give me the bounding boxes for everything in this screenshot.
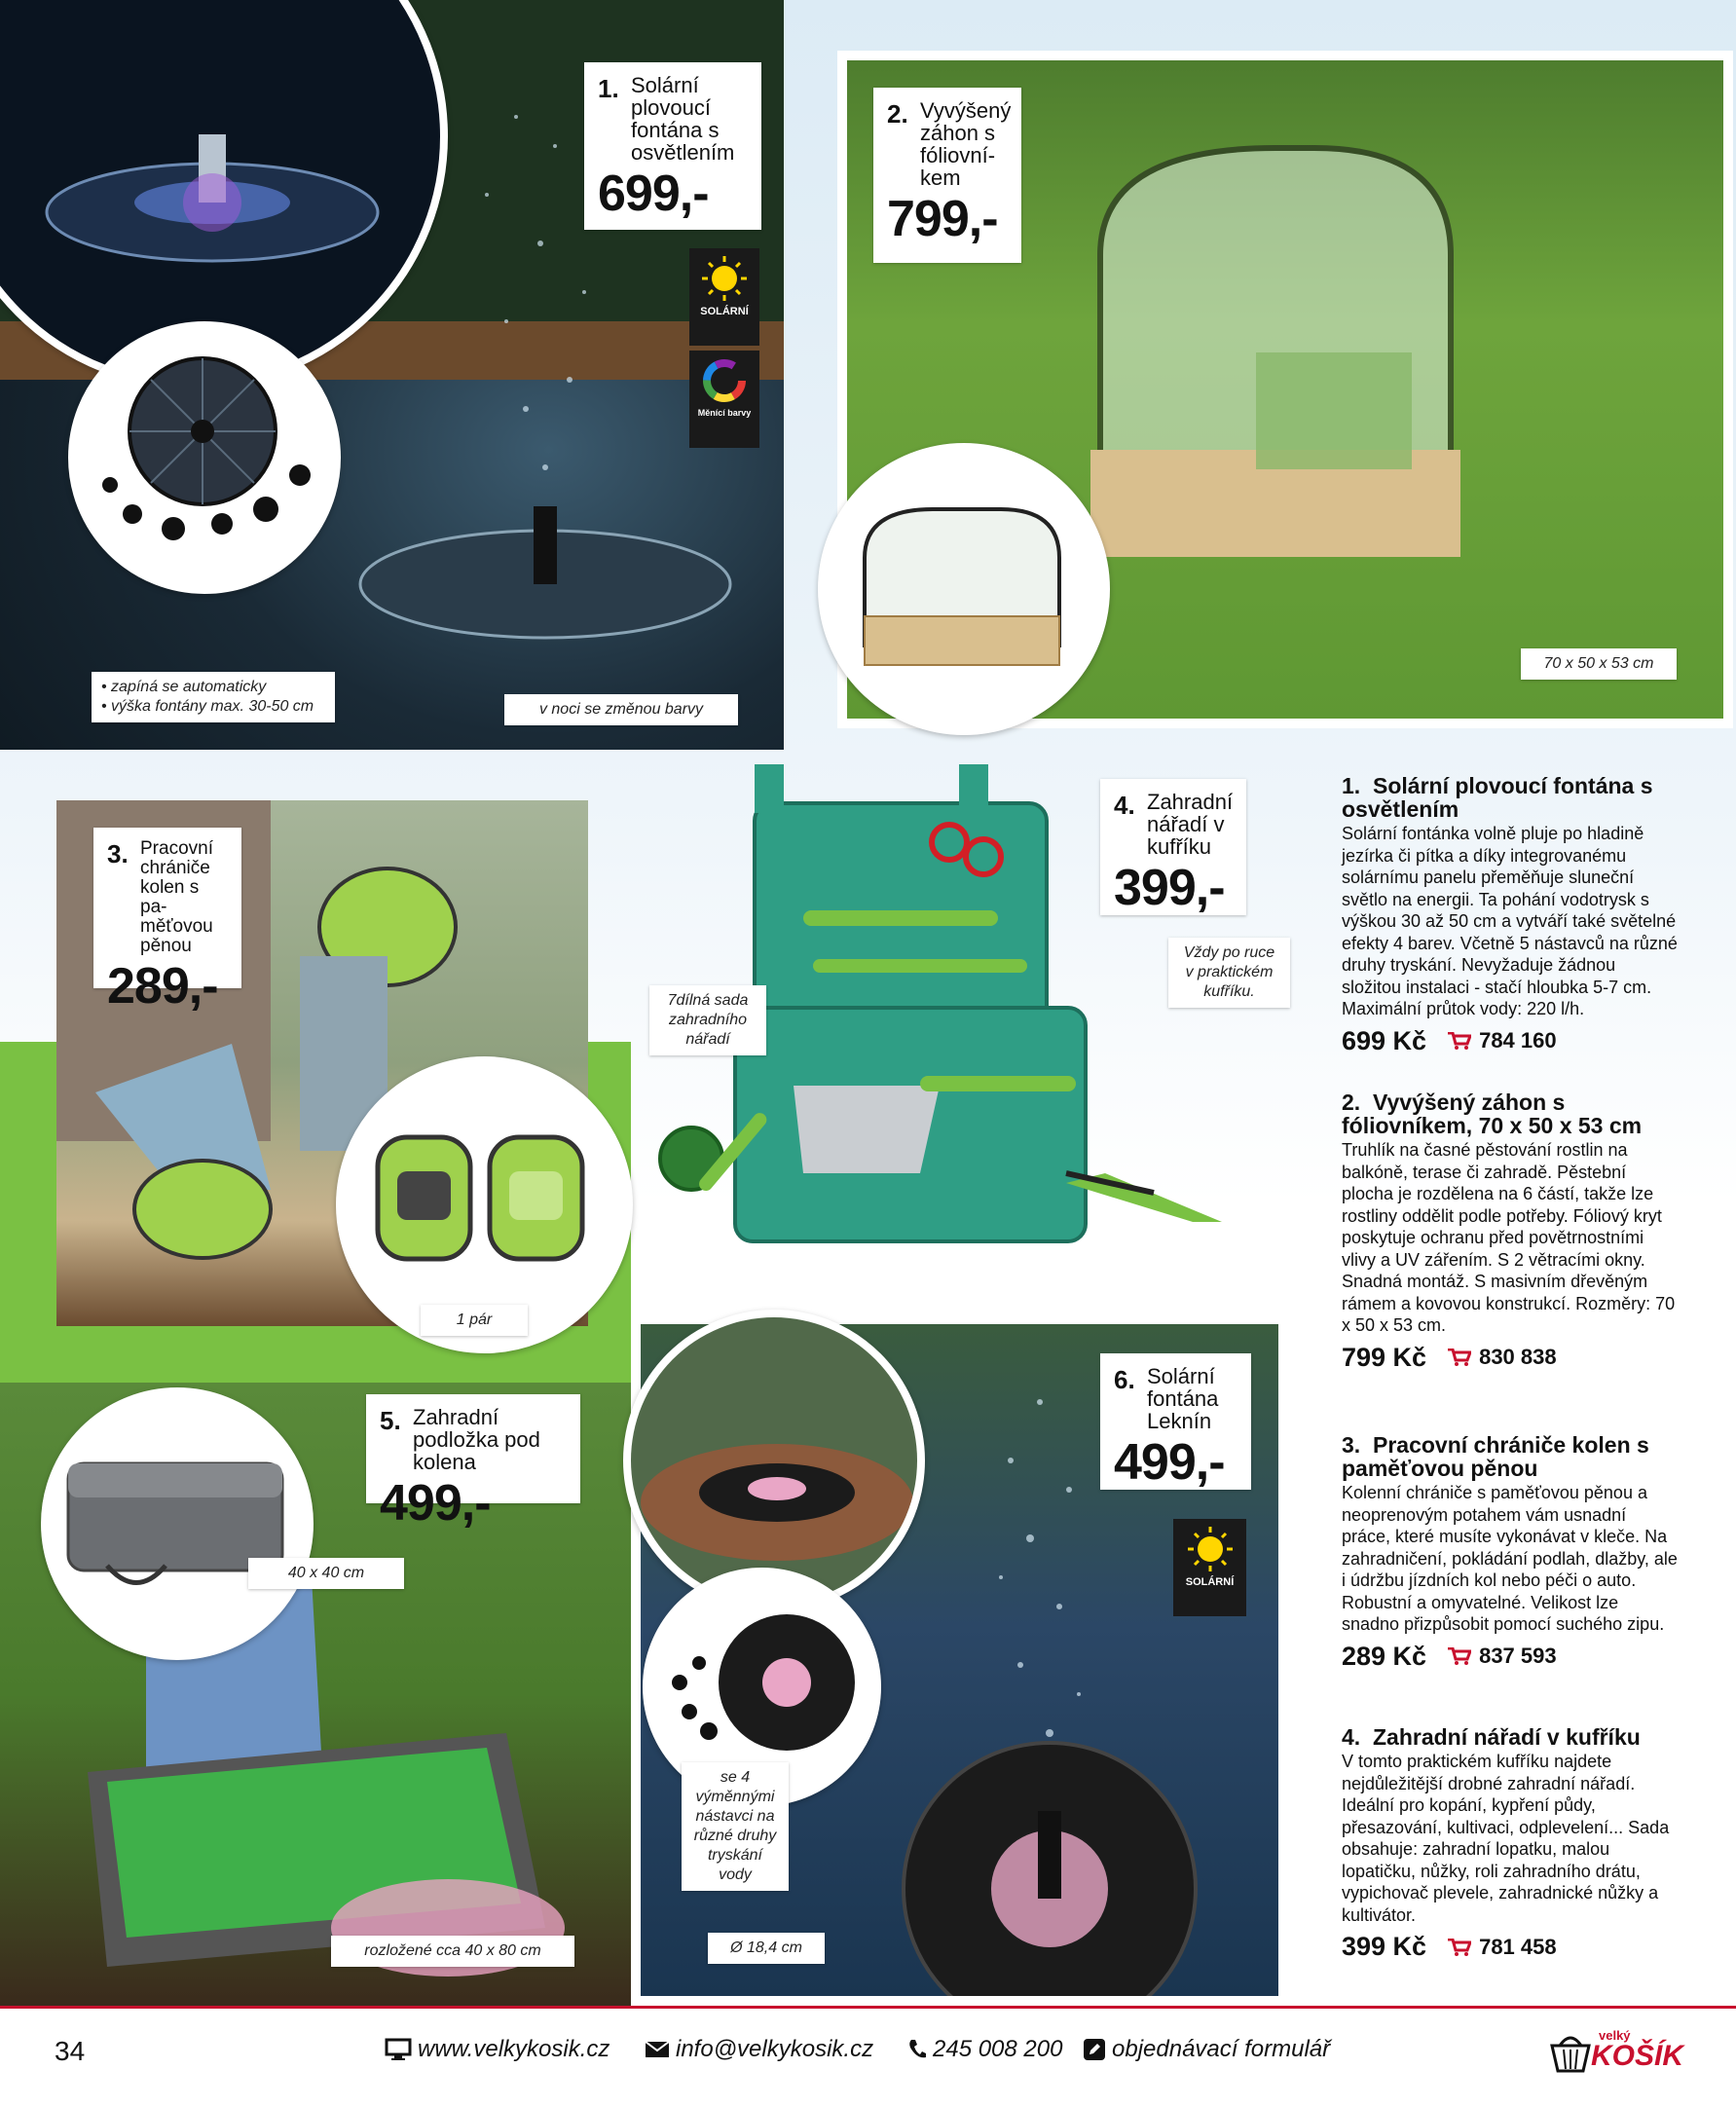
description-1-title: Solární plovoucí fontána s osvětlením xyxy=(1342,773,1653,822)
product-1-tag-price: 699,- xyxy=(598,166,709,222)
phone-link[interactable] xyxy=(907,2036,1062,2063)
pad-unfolded-note: rozložené cca 40 x 80 cm xyxy=(331,1936,574,1967)
sun-icon xyxy=(700,254,749,303)
product-6-tag xyxy=(1100,1353,1251,1490)
knee-pad-pair-illustration xyxy=(344,1064,625,1346)
product-3-tag-price: 289,- xyxy=(107,958,218,1015)
raised-bed-illustration xyxy=(826,451,1102,727)
product-4-tag xyxy=(1100,779,1246,915)
monitor-icon xyxy=(385,2038,412,2061)
raised-bed-size-note: 70 x 50 x 53 cm xyxy=(1521,648,1677,680)
description-4 xyxy=(1342,1725,1678,1962)
pad-size-note: 40 x 40 cm xyxy=(248,1558,404,1589)
color-change-badge xyxy=(689,351,759,448)
product-3-tag xyxy=(93,828,241,1015)
lily-nozzles-note: se 4 výměnnými nástavci na různé druhy tryskání vody xyxy=(682,1762,789,1891)
cart-icon xyxy=(1448,1939,1471,1956)
kneeling-pad-circle xyxy=(41,1387,314,1660)
description-1-price: 699 Kč xyxy=(1342,1025,1427,1055)
page-number: 34 xyxy=(55,2036,86,2066)
email-text: info@velkykosik.cz xyxy=(676,2036,874,2062)
product-2-tag-name: Vyvýšený záhon s fóliovní-kem xyxy=(920,98,1012,190)
description-3-code: 837 593 xyxy=(1479,1644,1557,1668)
product-1-number: 1. xyxy=(598,74,619,103)
fountain-auto-note: • zapíná se automaticky • výška fontány max. 30-50 cm xyxy=(92,672,335,722)
fountain-night-note: v noci se změnou barvy xyxy=(504,694,738,725)
product-4-number: 4. xyxy=(1114,791,1135,820)
website-link[interactable] xyxy=(385,2036,609,2063)
product-4-tag-name: Zahradní nářadí v kufříku xyxy=(1147,790,1234,859)
folded-pad-illustration xyxy=(49,1395,306,1652)
description-3 xyxy=(1342,1433,1678,1672)
description-2-code: 830 838 xyxy=(1479,1345,1557,1369)
order-form-link[interactable] xyxy=(1083,2036,1330,2063)
email-link[interactable] xyxy=(645,2036,873,2063)
knee-pair-note: 1 pár xyxy=(421,1305,528,1336)
description-3-price: 289 Kč xyxy=(1342,1641,1427,1671)
description-4-title: Zahradní nářadí v kufříku xyxy=(1373,1724,1641,1750)
description-2-number: 2. xyxy=(1342,1090,1361,1115)
cart-icon xyxy=(1448,1647,1471,1665)
description-2 xyxy=(1342,1090,1678,1373)
color-wheel-icon xyxy=(700,356,749,405)
brand-logo xyxy=(1548,2026,1684,2085)
description-4-price: 399 Kč xyxy=(1342,1932,1427,1961)
product-2-tag xyxy=(873,88,1021,263)
description-2-price: 799 Kč xyxy=(1342,1342,1427,1372)
description-1-price-row xyxy=(1342,1026,1678,1056)
description-4-heading xyxy=(1342,1725,1678,1749)
description-3-title: Pracovní chrániče kolen s paměťovou pěnou xyxy=(1342,1432,1649,1481)
description-1-number: 1. xyxy=(1342,773,1361,798)
product-3-tag-name: Pracovní chrániče kolen s pa-měťovou pěnou xyxy=(140,838,213,956)
product-1-tag-name: Solární plovoucí fontána s osvětlením xyxy=(631,73,735,165)
product-6-tag-name: Solární fontána Leknín xyxy=(1147,1364,1219,1433)
order-form-text: objednávací formulář xyxy=(1112,2036,1331,2062)
product-4-tag-price: 399,- xyxy=(1114,860,1225,916)
cart-icon xyxy=(1448,1349,1471,1366)
raised-bed-circle xyxy=(818,443,1110,735)
description-1-code: 784 160 xyxy=(1479,1028,1557,1053)
brand-logo-small: velký xyxy=(1599,2028,1631,2043)
solar-panel-illustration xyxy=(76,329,333,586)
description-4-code: 781 458 xyxy=(1479,1934,1557,1959)
product-5-tag-name: Zahradní podložka pod kolena xyxy=(413,1405,540,1474)
brand-logo-text: KOŠÍK xyxy=(1591,2040,1684,2072)
footer xyxy=(0,2006,1736,2106)
description-4-price-row xyxy=(1342,1932,1678,1962)
phone-icon xyxy=(907,2038,927,2061)
description-4-text: V tomto praktickém kufříku najdete nejdůležitější drobné zahradní nářadí. Ideální pro kopání, kypření půdy, přesazování, kultivaci, odplevelení... Sada obsahuje: zahradní lopatku, malou lopatičku, nůžky, roli zahradního drátu, vypichovač plevele, zahradnické nůžky a kultivátor. xyxy=(1342,1752,1670,1925)
birdbath-fountain-illustration xyxy=(631,1317,917,1604)
description-3-price-row xyxy=(1342,1642,1678,1672)
product-6-number: 6. xyxy=(1114,1365,1135,1394)
product-5-tag-price: 499,- xyxy=(380,1475,491,1532)
solar-badge-label: SOLÁRNÍ xyxy=(700,306,749,317)
product-1-tag xyxy=(584,62,761,230)
basket-logo-icon xyxy=(1548,2032,1593,2077)
description-3-text: Kolenní chrániče s paměťovou pěnou a neoprenovým potahem vám usnadní práce, které musíte vykonávat v kleče. Na zahradničení, pokládání podlah, dlažby, ale i údržbu jízdních kol nebo péči o auto. Robustní a omyvatelné. Velikost lze snadno přizpůsobit pomocí suchého zipu. xyxy=(1342,1483,1678,1634)
product-2-tag-price: 799,- xyxy=(887,191,998,247)
tools-set-note: 7dílná sada zahradního nářadí xyxy=(649,985,766,1055)
form-pencil-icon xyxy=(1083,2038,1106,2061)
description-3-heading xyxy=(1342,1433,1678,1480)
product-2-number: 2. xyxy=(887,99,908,129)
description-2-price-row xyxy=(1342,1343,1678,1373)
solar-badge-lily-label: SOLÁRNÍ xyxy=(1185,1576,1235,1588)
solar-badge-lily xyxy=(1173,1519,1246,1616)
lily-fountain-circle xyxy=(623,1310,925,1611)
description-2-text: Truhlík na časné pěstování rostlin na balkóně, terase či zahradě. Pěstební plocha je rozdělena na 6 částí, takže lze rostliny oddělit podle potřeby. Fóliový kryt poskytuje ochranu před povětrnostními vlivy a UV zářením. S 2 větracími okny. Snadná montáž. S masivním dřevěným rámem a kovovou konstrukcí. Rozměry: 70 x 50 x 53 cm. xyxy=(1342,1140,1676,1335)
phone-text: 245 008 200 xyxy=(933,2036,1063,2062)
description-2-title: Vyvýšený záhon s fóliovníkem, 70 x 50 x 53 cm xyxy=(1342,1090,1643,1138)
envelope-icon xyxy=(645,2040,670,2059)
fountain-parts-circle xyxy=(68,321,341,594)
lily-diameter-note: Ø 18,4 cm xyxy=(708,1933,825,1964)
tools-handy-note: Vždy po ruce v praktickém kufříku. xyxy=(1168,938,1290,1008)
color-change-badge-label: Měnící barvy xyxy=(697,408,752,418)
product-5-tag xyxy=(366,1394,580,1532)
description-1-text: Solární fontánka volně pluje po hladině jezírka či pítka a díky integrovanému solárnímu panelu přeměňuje sluneční světlo na energii. Ta pohání vodotrysk s výškou 30 až 50 cm a vytváří také světelné efekty 4 barev. Včetně 5 nástavců na různé druhy tryskání. Nevyžaduje žádnou složitou instalaci - stačí hloubka 5-7 cm. Maximální průtok vody: 220 l/h. xyxy=(1342,824,1678,1018)
description-1 xyxy=(1342,774,1678,1056)
website-text: www.velkykosik.cz xyxy=(418,2036,610,2062)
cart-icon xyxy=(1448,1032,1471,1050)
sun-icon xyxy=(1186,1525,1235,1573)
description-1-heading xyxy=(1342,774,1678,821)
description-4-number: 4. xyxy=(1342,1724,1361,1750)
description-2-heading xyxy=(1342,1090,1678,1137)
product-5-number: 5. xyxy=(380,1406,401,1435)
description-3-number: 3. xyxy=(1342,1432,1361,1458)
solar-badge xyxy=(689,248,759,346)
product-6-tag-price: 499,- xyxy=(1114,1434,1225,1491)
product-3-number: 3. xyxy=(107,839,129,868)
